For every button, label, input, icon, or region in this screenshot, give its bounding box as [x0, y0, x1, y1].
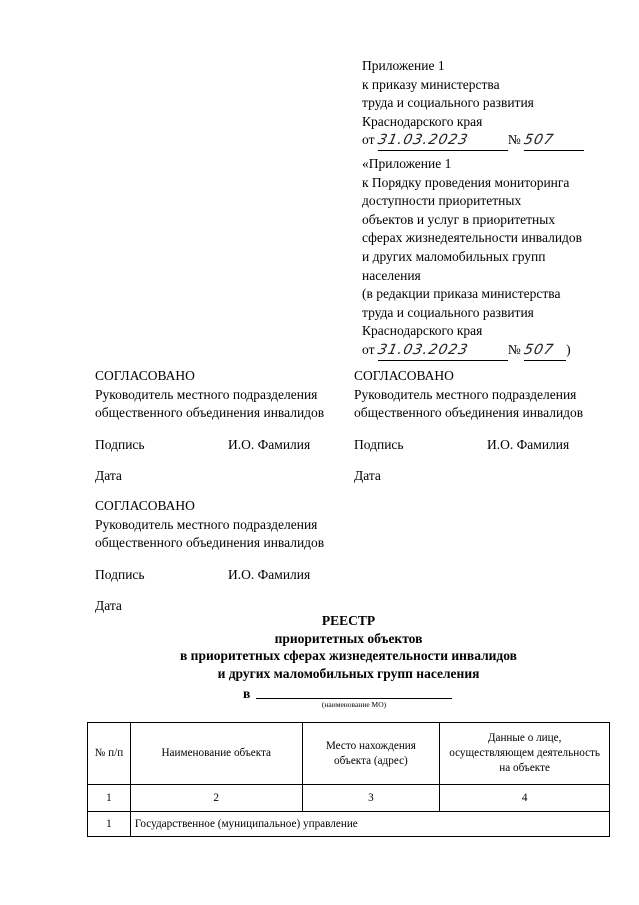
quoted-date-line [362, 341, 582, 361]
handwritten-number: 507 [522, 341, 556, 358]
date-field [378, 341, 508, 361]
registry-subtitle: приоритетных объектов [274, 630, 423, 646]
table-header-row [88, 723, 610, 785]
quoted-line: труда и социального развития [362, 304, 534, 320]
header-cell: Наименование объекта [130, 723, 302, 785]
date-prefix: от [362, 132, 375, 148]
approval-position: общественного объединения инвалидов [95, 535, 325, 551]
signer-name: И.О. Фамилия [228, 436, 311, 452]
number-cell: 3 [302, 785, 440, 812]
appendix-line: Краснодарского края [362, 113, 483, 129]
registry-subtitle: в приоритетных сферах жизнедеятельности инвалидов [180, 648, 517, 663]
table-numbering-row [88, 785, 610, 812]
table-row [88, 812, 610, 837]
approval-position: общественного объединения инвалидов [95, 405, 325, 421]
header-cell: № п/п [88, 723, 131, 785]
number-cell: 4 [440, 785, 610, 812]
appendix-line: Приложение 1 [362, 58, 445, 73]
approval-title: СОГЛАСОВАНО [354, 368, 454, 383]
signature-row [95, 566, 335, 585]
approval-block [354, 367, 594, 486]
quoted-line: Краснодарского края [362, 323, 483, 339]
quoted-line: объектов и услуг в приоритетных [362, 211, 556, 227]
signature-label: Подпись [354, 436, 404, 452]
registry-heading [87, 612, 610, 682]
approval-position: Руководитель местного подразделения [95, 516, 318, 532]
quoted-line: (в редакции приказа министерства [362, 286, 561, 302]
approval-position: общественного объединения инвалидов [354, 405, 584, 421]
date-field [378, 131, 508, 151]
signature-label: Подпись [95, 436, 145, 452]
appendix-date-line [362, 131, 584, 151]
signature-row [354, 436, 594, 455]
handwritten-number: 507 [522, 132, 556, 149]
date-label: Дата [95, 598, 122, 614]
closing-paren: ) [566, 341, 571, 357]
section-title: Государственное (муниципальное) управление [130, 812, 609, 837]
mo-caption: (наименование МО) [321, 700, 387, 709]
date-prefix: от [362, 341, 375, 357]
signature-label: Подпись [95, 566, 145, 582]
row-number: 1 [88, 812, 131, 837]
date-label: Дата [95, 468, 122, 484]
signer-name: И.О. Фамилия [487, 436, 570, 452]
handwritten-date: 31.03.2023 [376, 132, 470, 149]
approval-position: Руководитель местного подразделения [354, 386, 577, 402]
number-cell: 1 [88, 785, 131, 812]
registry-table [87, 722, 610, 837]
quoted-line: населения [362, 267, 421, 283]
registry-subtitle: и других маломобильных групп населения [217, 665, 480, 681]
mo-label: в [243, 686, 251, 701]
signer-name: И.О. Фамилия [228, 566, 311, 582]
date-label: Дата [354, 468, 381, 484]
number-field [524, 341, 566, 361]
number-prefix: № [507, 132, 521, 148]
number-prefix: № [507, 341, 521, 357]
mo-name-field [256, 698, 452, 699]
approval-block [95, 367, 335, 486]
handwritten-date: 31.03.2023 [376, 341, 470, 358]
number-cell: 2 [130, 785, 302, 812]
registry-title: РЕЕСТР [321, 613, 376, 628]
quoted-line: «Приложение 1 [362, 156, 452, 171]
approval-title: СОГЛАСОВАНО [95, 368, 195, 383]
signature-row [95, 436, 335, 455]
number-field [524, 131, 584, 151]
approval-title: СОГЛАСОВАНО [95, 498, 195, 513]
approval-position: Руководитель местного подразделения [95, 386, 318, 402]
approval-block [95, 497, 335, 616]
quoted-line: к Порядку проведения мониторинга [362, 174, 570, 190]
quoted-line: доступности приоритетных [362, 193, 522, 209]
quoted-line: сферах жизнедеятельности инвалидов [362, 230, 583, 246]
quoted-appendix-block [362, 155, 582, 361]
quoted-line: и других маломобильных групп [362, 248, 546, 264]
appendix-line: труда и социального развития [362, 95, 534, 111]
appendix-block [362, 57, 584, 151]
header-cell: Данные о лице, осуществляющем деятельность на объекте [440, 723, 610, 785]
appendix-line: к приказу министерства [362, 76, 500, 92]
header-cell: Место нахождения объекта (адрес) [302, 723, 440, 785]
